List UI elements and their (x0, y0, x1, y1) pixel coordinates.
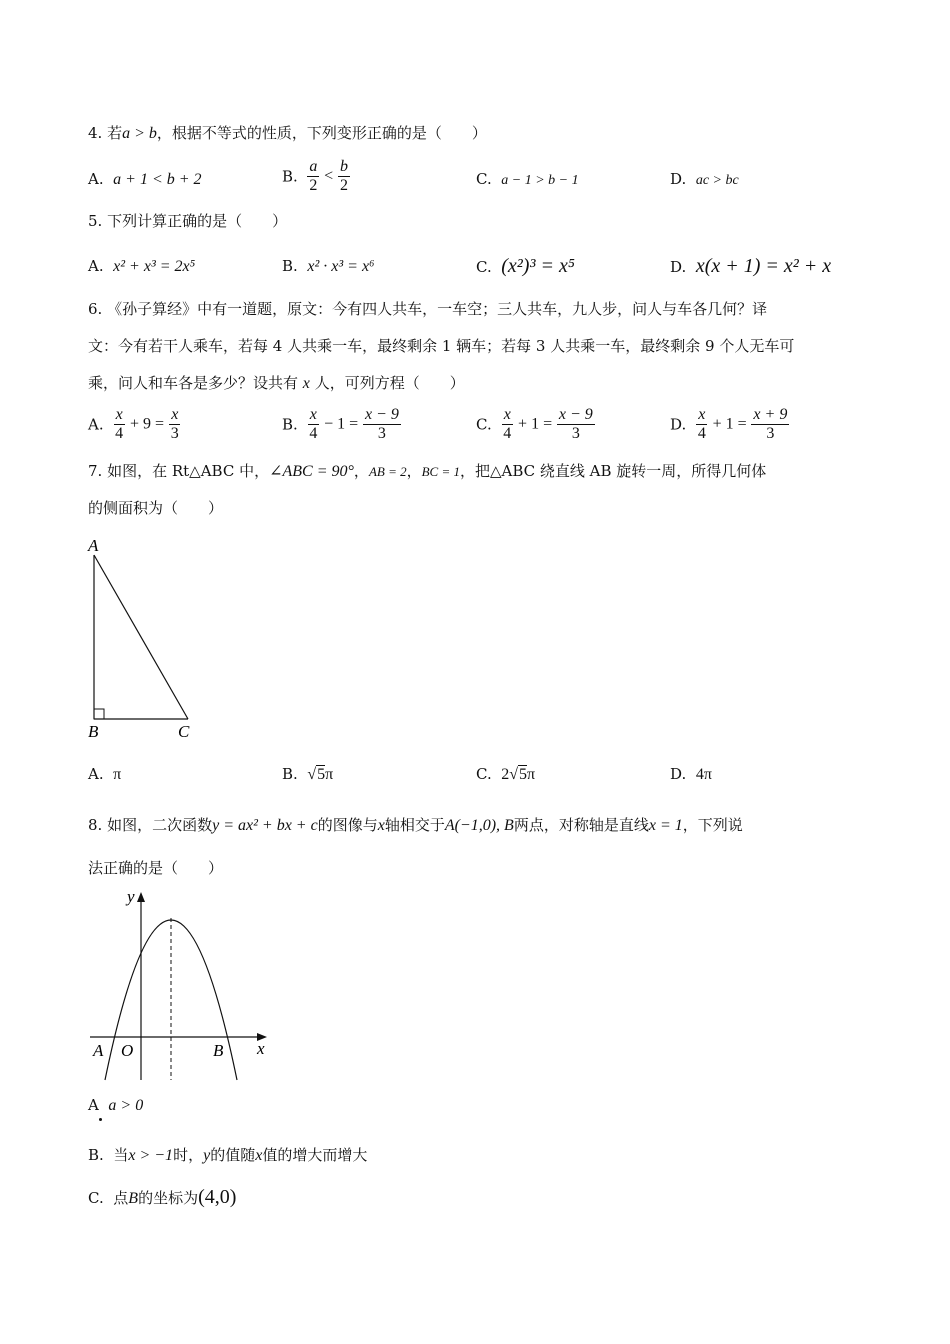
q4-option-a[interactable]: A. a + 1 < b + 2 (88, 170, 202, 188)
side-ac (94, 555, 188, 719)
q8-option-c[interactable]: C. 点B的坐标为(4,0) (88, 1186, 237, 1208)
q5-option-d[interactable]: D. x(x + 1) = x² + x (670, 255, 832, 277)
label-b: B (213, 1041, 224, 1060)
q6-option-d[interactable]: D. $\frac{x}{4}$ + 1 = $\frac{x + 9}{3}$ (670, 406, 788, 442)
q8-parabola-figure (85, 882, 275, 1082)
q5-option-b[interactable]: B. x² · x³ = x⁶ (282, 257, 375, 275)
q6-line3: 乘，问人和车各是多少？设共有 x 人，可列方程（ ） (88, 374, 465, 392)
q6-option-b[interactable]: B. $\frac{x}{4}$ − 1 = $\frac{x - 9}{3}$ (282, 406, 399, 442)
q8-option-a[interactable]: A a > 0 (88, 1096, 144, 1114)
q7-option-a[interactable]: A. π (88, 765, 122, 783)
q4-stem: 4. 若a > b，根据不等式的性质，下列变形正确的是（ ） (88, 124, 487, 142)
q8-line2: 法正确的是（ ） (88, 859, 224, 877)
q6-option-c[interactable]: C. $\frac{x}{4}$ + 1 = $\frac{x - 9}{3}$ (476, 406, 593, 442)
y-axis-arrow (137, 892, 145, 902)
label-a: A (88, 536, 99, 555)
label-x: x (257, 1039, 265, 1058)
label-c: C (178, 722, 190, 741)
q4-option-b[interactable]: B. $\frac{a}{2}$ < $\frac{b}{2}$ (282, 158, 348, 194)
q7-option-d[interactable]: D. 4π (670, 765, 712, 783)
label-a: A (93, 1041, 104, 1060)
q4-option-d[interactable]: D. ac > bc (670, 170, 739, 188)
q8-option-b[interactable]: B. 当x > −1时，y的值随x值的增大而增大 (88, 1146, 368, 1164)
q8-line1: 8. 如图，二次函数y = ax² + bx + c的图像与x轴相交于A(−1,0), B两点，对称轴是直线x = 1，下列说 (88, 816, 743, 834)
q4-option-c[interactable]: C. a − 1 > b − 1 (476, 170, 579, 188)
q7-option-c[interactable]: C. 2√5π (476, 765, 536, 783)
label-y: y (127, 887, 135, 906)
q6-line1: 6. 《孙子算经》中有一道题，原文：今有四人共车，一车空；三人共车，九人步，问人与车各几何？译 (88, 300, 768, 318)
right-angle-mark (94, 709, 104, 719)
q7-triangle-figure (80, 535, 210, 745)
q7-option-b[interactable]: B. √5π (282, 765, 334, 783)
q6-line2: 文：今有若干人乘车，若每 4 人共乘一车，最终剩余 1 辆车；若每 3 人共乘一车，最终剩余 9 个人无车可 (88, 337, 795, 355)
q7-line1: 7. 如图，在 Rt△ABC 中，∠ABC = 90°，AB = 2，BC = 1，把△ABC 绕直线 AB 旋转一周，所得几何体 (88, 462, 767, 480)
label-b: B (88, 722, 99, 741)
punctuation-dot (99, 1118, 102, 1121)
q5-option-c[interactable]: C. (x²)³ = x⁵ (476, 255, 575, 277)
q5-stem: 5. 下列计算正确的是（ ） (88, 212, 288, 230)
q6-option-a[interactable]: A. $\frac{x}{4}$ + 9 = $\frac{x}{3}$ (88, 406, 179, 442)
q7-line2: 的侧面积为（ ） (88, 499, 224, 517)
label-o: O (121, 1041, 134, 1060)
q5-option-a[interactable]: A. x² + x³ = 2x⁵ (88, 257, 196, 275)
